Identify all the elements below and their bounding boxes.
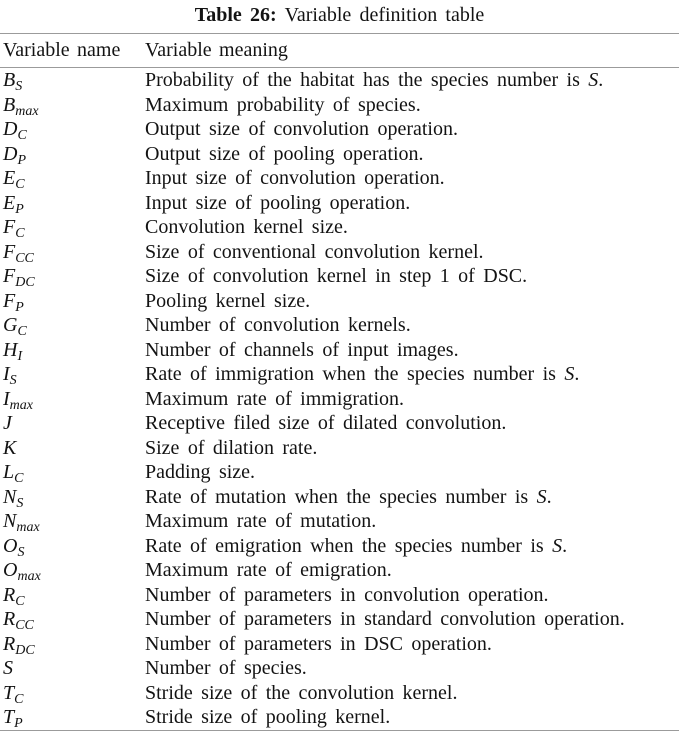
- meaning-text: Probability of the habitat has the species number is: [145, 69, 589, 91]
- variable-base: D: [3, 118, 18, 140]
- variable-name-cell: [0, 117, 145, 142]
- meaning-text: Convolution kernel size.: [145, 216, 348, 238]
- variable-name-cell: [0, 289, 145, 314]
- variable-meaning-cell: [145, 166, 679, 191]
- meaning-math-var: S: [588, 69, 599, 91]
- variable-base: H: [3, 338, 18, 361]
- variable-base: F: [3, 240, 16, 263]
- header-variable-name: Variable name: [3, 39, 121, 61]
- meaning-text: Input size of convolution operation.: [145, 167, 445, 189]
- variable-meaning-cell: [145, 93, 679, 118]
- meaning-text: Maximum rate of immigration.: [145, 387, 405, 410]
- variable-base: J: [3, 412, 12, 434]
- variable-meaning-cell: [145, 436, 679, 461]
- variable-name-cell: [0, 656, 145, 681]
- variable-subscript: S: [17, 544, 25, 560]
- meaning-text: Size of dilation rate.: [145, 436, 318, 459]
- variable-subscript: P: [15, 201, 24, 217]
- table-row: [0, 607, 679, 632]
- variable-name-cell: [0, 68, 145, 93]
- table-caption-label: Table 26:: [194, 4, 277, 26]
- variable-meaning-cell: [145, 313, 679, 338]
- variable-name-cell: [0, 142, 145, 167]
- meaning-text: Rate of mutation when the species number is: [145, 485, 537, 508]
- variable-subscript: C: [14, 471, 24, 486]
- variable-name-cell: [0, 411, 145, 436]
- variable-name-cell: [0, 534, 145, 559]
- table-row: [0, 387, 679, 412]
- table-row: [0, 558, 679, 583]
- variable-base: O: [3, 534, 18, 557]
- variable-meaning-cell: [145, 362, 679, 387]
- variable-name-cell: [0, 191, 145, 216]
- meaning-text: Number of parameters in standard convolution operation.: [145, 608, 625, 630]
- variable-base: N: [3, 510, 17, 532]
- variable-subscript: CC: [15, 250, 34, 266]
- variable-subscript: C: [17, 128, 27, 143]
- variable-meaning-cell: [145, 215, 679, 240]
- variable-name-cell: [0, 362, 145, 387]
- variable-name-cell: [0, 583, 145, 608]
- meaning-suffix: .: [546, 485, 552, 508]
- variable-name-cell: [0, 485, 145, 510]
- variable-name-cell: [0, 558, 145, 583]
- meaning-text: Output size of convolution operation.: [145, 118, 458, 140]
- meaning-suffix: .: [598, 69, 604, 91]
- table-row: [0, 411, 679, 436]
- meaning-math-var: S: [552, 534, 563, 557]
- table-row: [0, 117, 679, 142]
- variable-name-cell: [0, 705, 145, 730]
- variable-base: R: [3, 632, 16, 655]
- variable-base: R: [3, 608, 16, 630]
- variable-meaning-cell: [145, 117, 679, 142]
- variable-base: R: [3, 583, 16, 606]
- variable-subscript: S: [15, 79, 23, 94]
- variable-base: O: [3, 559, 18, 581]
- meaning-text: Output size of pooling operation.: [145, 142, 424, 165]
- variable-meaning-cell: [145, 583, 679, 608]
- variable-subscript: DC: [15, 275, 35, 290]
- variable-name-cell: [0, 338, 145, 363]
- variable-subscript: max: [17, 569, 41, 584]
- variable-base: S: [3, 657, 13, 679]
- meaning-text: Pooling kernel size.: [145, 289, 311, 312]
- table-caption: [0, 0, 679, 28]
- variable-meaning-cell: [145, 191, 679, 216]
- meaning-text: Maximum probability of species.: [145, 93, 421, 116]
- table-row: [0, 289, 679, 314]
- variable-meaning-cell: [145, 68, 679, 93]
- variable-meaning-cell: [145, 681, 679, 706]
- variable-meaning-cell: [145, 607, 679, 632]
- table-row: [0, 534, 679, 559]
- variable-subscript: S: [9, 373, 17, 388]
- variable-meaning-cell: [145, 485, 679, 510]
- variable-meaning-cell: [145, 338, 679, 363]
- table-row: [0, 191, 679, 216]
- table-row: [0, 68, 679, 93]
- variable-base: F: [3, 265, 16, 287]
- variable-subscript: DC: [15, 642, 35, 658]
- variable-name-cell: [0, 387, 145, 412]
- variable-subscript: I: [17, 348, 23, 364]
- meaning-math-var: S: [536, 485, 547, 508]
- variable-name-cell: [0, 313, 145, 338]
- variable-meaning-cell: [145, 460, 679, 485]
- meaning-text: Maximum rate of emigration.: [145, 559, 392, 581]
- table-row: [0, 93, 679, 118]
- variable-subscript: max: [9, 397, 33, 413]
- table-row: [0, 705, 679, 730]
- variable-name-cell: [0, 607, 145, 632]
- meaning-text: Input size of pooling operation.: [145, 191, 411, 214]
- variable-base: N: [3, 485, 17, 508]
- variable-meaning-cell: [145, 509, 679, 534]
- variable-base: E: [3, 191, 16, 214]
- variable-base: T: [3, 681, 15, 704]
- variable-base: D: [3, 142, 18, 165]
- variable-name-cell: [0, 632, 145, 657]
- variable-meaning-cell: [145, 705, 679, 730]
- meaning-text: Number of channels of input images.: [145, 338, 459, 361]
- meaning-text: Rate of emigration when the species number is: [145, 534, 553, 557]
- variable-subscript: C: [15, 226, 25, 241]
- variable-meaning-cell: [145, 289, 679, 314]
- variable-base: F: [3, 216, 16, 238]
- variable-meaning-cell: [145, 558, 679, 583]
- variable-meaning-cell: [145, 264, 679, 289]
- variable-meaning-cell: [145, 240, 679, 265]
- table-row: [0, 681, 679, 706]
- variable-base: I: [3, 363, 10, 385]
- variable-base: G: [3, 314, 18, 336]
- table-body: [0, 68, 679, 730]
- header-variable-meaning: Variable meaning: [145, 39, 288, 61]
- variable-subscript: S: [16, 495, 24, 511]
- table-row: [0, 264, 679, 289]
- meaning-suffix: .: [574, 363, 580, 385]
- variable-meaning-cell: [145, 142, 679, 167]
- variable-subscript: P: [17, 152, 27, 168]
- variable-name-cell: [0, 681, 145, 706]
- variable-name-cell: [0, 215, 145, 240]
- meaning-text: Stride size of the convolution kernel.: [145, 681, 458, 704]
- variable-subscript: P: [14, 716, 23, 731]
- meaning-text: Size of convolution kernel in step 1 of DSC.: [145, 265, 528, 287]
- variable-name-cell: [0, 240, 145, 265]
- variable-subscript: C: [15, 177, 25, 192]
- meaning-text: Number of species.: [145, 657, 307, 679]
- variable-subscript: max: [16, 520, 40, 535]
- table-row: [0, 142, 679, 167]
- table-row: [0, 656, 679, 681]
- table-row: [0, 583, 679, 608]
- variable-name-cell: [0, 436, 145, 461]
- variable-base: B: [3, 69, 16, 91]
- meaning-suffix: .: [562, 534, 568, 557]
- table-row: [0, 338, 679, 363]
- variable-subscript: C: [15, 593, 25, 609]
- meaning-text: Size of conventional convolution kernel.: [145, 240, 484, 263]
- table-row: [0, 632, 679, 657]
- variable-subscript: C: [17, 324, 27, 339]
- table-row: [0, 313, 679, 338]
- table-row: [0, 215, 679, 240]
- variable-base: I: [3, 387, 10, 410]
- meaning-text: Number of parameters in convolution operation.: [145, 583, 549, 606]
- variable-name-cell: [0, 166, 145, 191]
- meaning-text: Padding size.: [145, 461, 256, 483]
- variable-meaning-cell: [145, 656, 679, 681]
- table-row: [0, 166, 679, 191]
- variable-meaning-cell: [145, 411, 679, 436]
- table-row: [0, 436, 679, 461]
- variable-name-cell: [0, 264, 145, 289]
- table-row: [0, 460, 679, 485]
- table-row: [0, 362, 679, 387]
- meaning-text: Stride size of pooling kernel.: [145, 706, 391, 728]
- variable-subscript: P: [15, 299, 24, 315]
- table-row: [0, 240, 679, 265]
- meaning-text: Maximum rate of mutation.: [145, 510, 377, 532]
- table-row: [0, 509, 679, 534]
- meaning-text: Receptive filed size of dilated convolution.: [145, 412, 507, 434]
- table-row: [0, 485, 679, 510]
- variable-meaning-cell: [145, 387, 679, 412]
- variable-base: L: [3, 461, 15, 483]
- variable-name-cell: [0, 460, 145, 485]
- meaning-math-var: S: [564, 363, 575, 385]
- variable-subscript: CC: [15, 618, 34, 633]
- variable-base: K: [3, 436, 17, 459]
- variable-name-cell: [0, 93, 145, 118]
- table-caption-text: Variable definition table: [284, 4, 485, 26]
- variable-subscript: max: [15, 103, 39, 119]
- variable-meaning-cell: [145, 534, 679, 559]
- variable-meaning-cell: [145, 632, 679, 657]
- meaning-text: Number of parameters in DSC operation.: [145, 632, 492, 655]
- variable-name-cell: [0, 509, 145, 534]
- variable-base: F: [3, 289, 16, 312]
- variable-base: E: [3, 167, 16, 189]
- variable-base: B: [3, 93, 16, 116]
- table-header-row: [0, 34, 679, 67]
- bottom-rule: [0, 730, 679, 731]
- variable-base: T: [3, 706, 15, 728]
- variable-subscript: C: [14, 691, 24, 707]
- meaning-text: Number of convolution kernels.: [145, 314, 411, 336]
- meaning-text: Rate of immigration when the species number is: [145, 363, 565, 385]
